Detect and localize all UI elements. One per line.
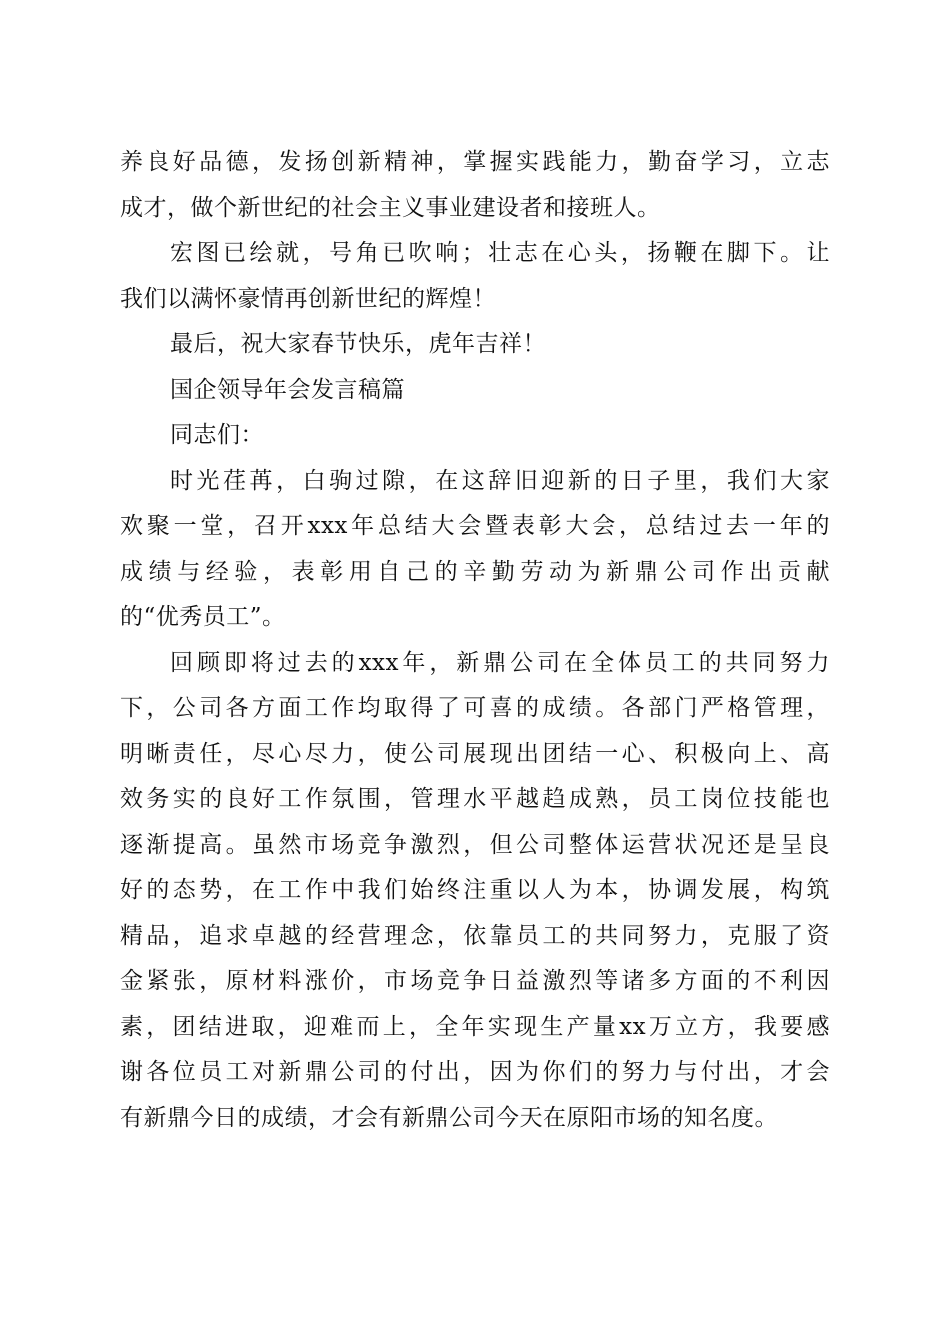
text-line: 回顾即将过去的xxx年，新鼎公司在全体员工的共同努力 [170, 649, 830, 676]
section-heading [120, 368, 830, 414]
paragraph-7 [120, 641, 830, 1142]
text-line: 最后，祝大家春节快乐，虎年吉祥！ [170, 331, 546, 357]
salutation [120, 413, 830, 459]
paragraph-3 [120, 322, 830, 368]
text-line: 明晰责任，尽心尽力，使公司展现出团结一心、积极向上、高 [120, 740, 830, 767]
text-line: 宏图已绘就，号角已吹响；壮志在心头，扬鞭在脚下。让 [170, 240, 830, 266]
text-line: 好的态势，在工作中我们始终注重以人为本，协调发展，构筑 [120, 877, 830, 903]
text-line: 逐渐提高。虽然市场竞争激烈，但公司整体运营状况还是呈良 [120, 831, 830, 858]
text-line: 的“优秀员工”。 [120, 604, 286, 630]
text-line: 有新鼎今日的成绩，才会有新鼎公司今天在原阳市场的知名度。 [120, 1104, 778, 1131]
text-line: 成才，做个新世纪的社会主义事业建设者和接班人。 [120, 194, 661, 221]
document-body [120, 140, 830, 1141]
paragraph-6 [120, 459, 830, 641]
text-line: 时光荏苒，白驹过隙，在这辞旧迎新的日子里，我们大家 [170, 467, 830, 494]
text-line: 成绩与经验，表彰用自己的辛勤劳动为新鼎公司作出贡献 [120, 558, 830, 585]
text-line: 下，公司各方面工作均取得了可喜的成绩。各部门严格管理， [120, 695, 830, 721]
paragraph-1 [120, 140, 830, 231]
text-line: 金紧张，原材料涨价，市场竞争日益激烈等诸多方面的不利因 [120, 968, 830, 994]
text-line: 谢各位员工对新鼎公司的付出，因为你们的努力与付出，才会 [120, 1059, 830, 1085]
text-line: 我们以满怀豪情再创新世纪的辉煌！ [120, 285, 496, 312]
text-line: 精品，追求卓越的经营理念，依靠员工的共同努力，克服了资 [120, 922, 830, 949]
text-line: 效务实的良好工作氛围，管理水平越趋成熟，员工岗位技能也 [120, 786, 830, 812]
text-line: 欢聚一堂，召开xxx年总结大会暨表彰大会，总结过去一年的 [120, 513, 830, 539]
paragraph-2 [120, 231, 830, 322]
heading-line: 国企领导年会发言稿篇 [170, 376, 405, 403]
text-line: 同志们： [170, 422, 264, 448]
text-line: 养良好品德，发扬创新精神，掌握实践能力，勤奋学习，立志 [120, 149, 830, 175]
text-line: 素，团结进取，迎难而上，全年实现生产量xx万立方，我要感 [120, 1013, 830, 1040]
